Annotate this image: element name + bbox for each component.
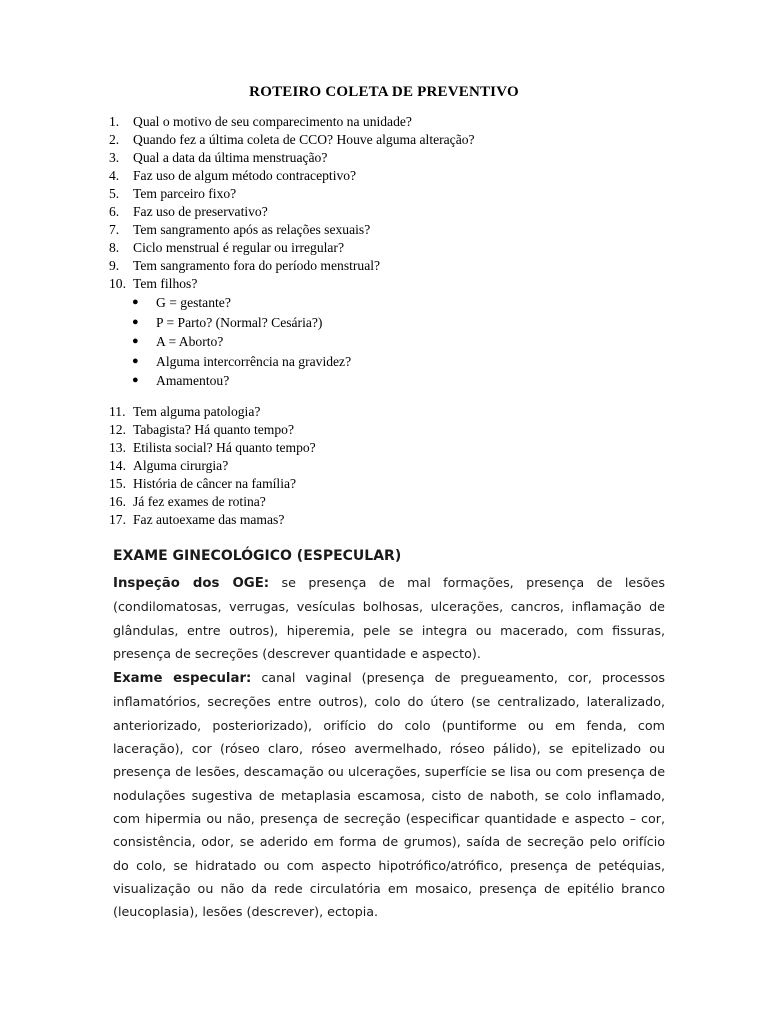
question-item bbox=[109, 475, 709, 493]
question-number: 3. bbox=[109, 150, 120, 165]
question-text: Tabagista? Há quanto tempo? bbox=[133, 421, 294, 437]
question-item bbox=[109, 403, 709, 421]
bullet-dot-icon: ● bbox=[132, 296, 139, 308]
bullet-text: Alguma intercorrência na gravidez? bbox=[156, 353, 352, 369]
question-text: Tem alguma patologia? bbox=[133, 403, 261, 419]
bullet-item bbox=[132, 371, 709, 391]
question-text: Quando fez a última coleta de CCO? Houve alguma alteração? bbox=[133, 132, 475, 147]
question-number: 5. bbox=[109, 186, 120, 201]
page-title: ROTEIRO COLETA DE PREVENTIVO bbox=[249, 84, 519, 100]
question-item bbox=[109, 113, 709, 131]
question-item bbox=[109, 493, 709, 511]
question-number: 6. bbox=[109, 204, 120, 219]
question-number: 7. bbox=[109, 222, 120, 237]
list-gap bbox=[109, 391, 709, 403]
question-text: Qual o motivo de seu comparecimento na unidade? bbox=[133, 114, 412, 129]
question-item bbox=[109, 421, 709, 439]
question-number: 15. bbox=[109, 475, 126, 491]
questions-part-2 bbox=[109, 403, 709, 529]
inspection-text: se presença de mal formações, presença de lesões (condilomatosas, verrugas, vesículas bolhosas, ulcerações, cancros, inflamação de glândulas, entre outros), hiperemia, pele se integra ou macerado, com fissuras, presença de secreções (descrever quantidade e aspecto). bbox=[113, 575, 665, 661]
question-list bbox=[109, 113, 709, 529]
bullet-item bbox=[132, 352, 709, 372]
bullet-dot-icon: ● bbox=[132, 374, 139, 386]
inspection-lead: Inspeção dos OGE: bbox=[113, 576, 270, 591]
inspection-paragraph bbox=[113, 571, 665, 665]
question-text: Tem parceiro fixo? bbox=[133, 186, 237, 201]
question-item bbox=[109, 257, 709, 275]
question-text: Tem sangramento fora do período menstrual? bbox=[133, 258, 381, 273]
question-text: História de câncer na família? bbox=[133, 475, 297, 491]
children-bullet-list bbox=[132, 293, 709, 391]
question-number: 11. bbox=[109, 403, 126, 419]
question-item bbox=[109, 439, 709, 457]
question-number: 8. bbox=[109, 240, 120, 255]
specular-text: canal vaginal (presença de pregueamento, cor, processos inflamatórios, secreções entre outros), colo do útero (se centralizado, lateralizado, anteriorizado, posteriorizado), orifício do colo (puntiforme ou em fenda, com laceração), cor (róseo claro, róseo avermelhado, róseo pálido), se epitelizado ou presença de lesões, descamação ou ulcerações, superfície se lisa ou com presença de nodulações sugestiva de metaplasia escamosa, cisto de naboth, se colo inflamado, com hipermia ou não, presença de secreção (especificar quantidade e aspecto – cor, consistência, odor, se aderido em forma de grumos), saída de secreção pelo orifício do colo, se hidratado ou com aspecto hipotrófico/atrófico, presença de petéquias, visualização ou não da rede circulatória em mosaico, presença de epitélio branco (leucoplasia), lesões (descrever), ectopia. bbox=[113, 670, 665, 920]
question-text: Faz uso de algum método contraceptivo? bbox=[133, 168, 357, 183]
question-text: Etilista social? Há quanto tempo? bbox=[133, 439, 316, 455]
bullet-item bbox=[132, 332, 709, 352]
question-text: Ciclo menstrual é regular ou irregular? bbox=[133, 240, 344, 255]
exam-title: EXAME GINECOLÓGICO (ESPECULAR) bbox=[113, 548, 402, 564]
question-text: Qual a data da última menstruação? bbox=[133, 150, 328, 165]
question-number: 1. bbox=[109, 114, 120, 129]
question-number: 9. bbox=[109, 258, 120, 273]
specular-paragraph bbox=[113, 666, 665, 923]
question-text: Alguma cirurgia? bbox=[133, 457, 229, 473]
question-number: 13. bbox=[109, 439, 126, 455]
question-number: 4. bbox=[109, 168, 120, 183]
question-number: 16. bbox=[109, 493, 126, 509]
exam-section bbox=[113, 543, 665, 924]
question-item bbox=[109, 239, 709, 257]
question-item bbox=[109, 511, 709, 529]
question-item bbox=[109, 275, 709, 293]
question-item bbox=[109, 149, 709, 167]
question-item bbox=[109, 457, 709, 475]
bullet-text: A = Aborto? bbox=[156, 334, 224, 349]
question-text: Tem filhos? bbox=[133, 276, 198, 291]
question-item bbox=[109, 203, 709, 221]
bullet-text: Amamentou? bbox=[156, 373, 230, 388]
question-number: 14. bbox=[109, 457, 126, 473]
question-number: 12. bbox=[109, 421, 126, 437]
question-text: Faz uso de preservativo? bbox=[133, 204, 268, 219]
question-item bbox=[109, 185, 709, 203]
question-text: Faz autoexame das mamas? bbox=[133, 511, 285, 527]
bullet-item bbox=[132, 293, 709, 313]
questions-part-1 bbox=[109, 113, 709, 293]
question-number: 10. bbox=[109, 276, 126, 291]
question-item bbox=[109, 131, 709, 149]
bullet-dot-icon: ● bbox=[132, 315, 139, 328]
question-number: 17. bbox=[109, 511, 126, 527]
question-text: Já fez exames de rotina? bbox=[133, 493, 266, 509]
question-text: Tem sangramento após as relações sexuais? bbox=[133, 222, 371, 237]
question-item bbox=[109, 221, 709, 239]
bullet-dot-icon: ● bbox=[132, 335, 139, 347]
bullet-text: P = Parto? (Normal? Cesária?) bbox=[156, 314, 323, 330]
question-item bbox=[109, 167, 709, 185]
bullet-dot-icon: ● bbox=[132, 354, 139, 367]
bullet-text: G = gestante? bbox=[156, 295, 231, 310]
specular-lead: Exame especular: bbox=[113, 671, 252, 687]
question-number: 2. bbox=[109, 132, 120, 147]
bullet-item bbox=[132, 313, 709, 333]
